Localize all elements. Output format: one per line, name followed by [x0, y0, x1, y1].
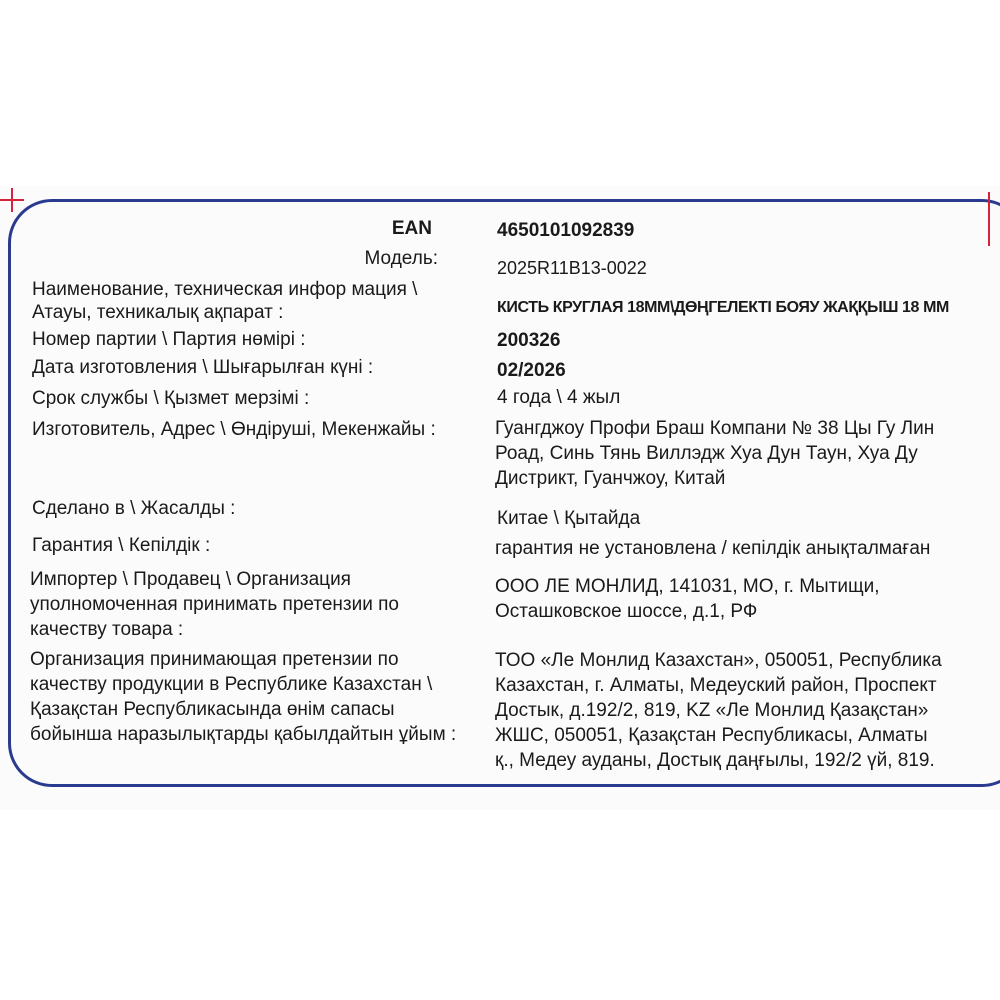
name-label-line1: Наименование, техническая инфор мация \ — [32, 279, 418, 300]
manufacturer-label: Изготовитель, Адрес \ Өндіруші, Мекенжайы : — [32, 419, 436, 440]
kz-claims-label-line4: бойынша наразылықтарды қабылдайтын ұйым : — [30, 724, 457, 745]
batch-label: Номер партии \ Партия нөмірі : — [32, 329, 306, 350]
importer-value-line2: Осташковское шоссе, д.1, РФ — [495, 601, 758, 622]
service-life-value: 4 года \ 4 жыл — [497, 387, 621, 408]
kz-claims-value-line1: ТОО «Ле Монлид Казахстан», 050051, Республика — [495, 650, 942, 671]
manufacturer-value-line2: Роад, Синь Тянь Виллэдж Хуа Дун Таун, Хуа Ду — [495, 443, 918, 464]
crop-mark — [988, 192, 990, 246]
manufacture-date-value: 02/2026 — [497, 360, 566, 381]
importer-label-line3: качеству товара : — [30, 619, 184, 640]
importer-label-line1: Импортер \ Продавец \ Организация — [30, 569, 351, 590]
manufacture-date-label: Дата изготовления \ Шығарылған күні : — [32, 357, 374, 378]
batch-value: 200326 — [497, 330, 561, 351]
model-value: 2025R11B13-0022 — [497, 258, 647, 278]
manufacturer-value-line3: Дистрикт, Гуанчжоу, Китай — [495, 468, 726, 489]
importer-value-line1: ООО ЛЕ МОНЛИД, 141031, МО, г. Мытищи, — [495, 576, 880, 597]
model-label: Модель: — [364, 248, 438, 269]
ean-label: EAN — [391, 218, 432, 239]
kz-claims-label-line2: качеству продукции в Республике Казахстан \ — [30, 674, 433, 695]
registration-mark-icon — [0, 188, 24, 212]
kz-claims-label-line3: Қазақстан Республикасында өнім сапасы — [30, 699, 395, 720]
name-value: КИСТЬ КРУГЛАЯ 18ММ\ДӨҢГЕЛЕКТІ БОЯУ ЖАҚҚЫШ 18 ММ — [497, 299, 949, 316]
made-in-value: Китае \ Қытайда — [497, 508, 641, 529]
service-life-label: Срок службы \ Қызмет мерзімі : — [32, 388, 310, 409]
kz-claims-value-line2: Казахстан, г. Алматы, Медеуский район, Проспект — [495, 675, 937, 696]
warranty-value: гарантия не установлена / кепілдік анықталмаған — [495, 538, 931, 559]
importer-label-line2: уполномоченная принимать претензии по — [30, 594, 399, 615]
manufacturer-value-line1: Гуангджоу Профи Браш Компани № 38 Цы Гу Лин — [495, 418, 935, 439]
kz-claims-value-line4: ЖШС, 050051, Қазақстан Республикасы, Алматы — [495, 725, 928, 746]
ean-value: 4650101092839 — [497, 220, 635, 241]
name-label-line2: Атауы, техникалық ақпарат : — [32, 302, 284, 323]
kz-claims-value-line5: қ., Медеу ауданы, Достық даңғылы, 192/2 үй, 819. — [495, 750, 935, 771]
kz-claims-value-line3: Достык, д.192/2, 819, KZ «Ле Монлид Қазақстан» — [495, 700, 929, 721]
warranty-label: Гарантия \ Кепілдік : — [32, 535, 211, 556]
made-in-label: Сделано в \ Жасалды : — [32, 498, 236, 519]
kz-claims-label-line1: Организация принимающая претензии по — [30, 649, 399, 670]
